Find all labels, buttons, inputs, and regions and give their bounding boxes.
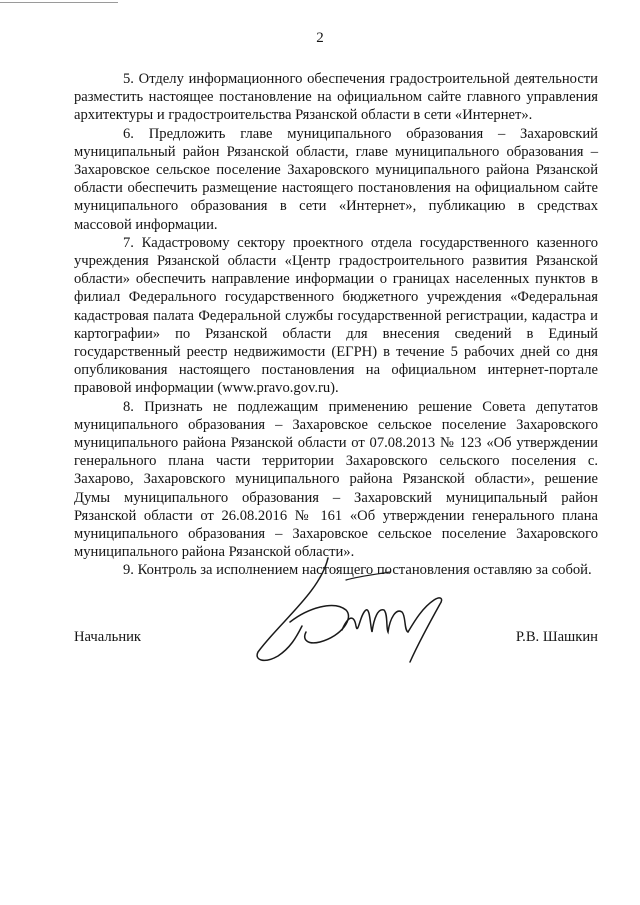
page-number: 2 xyxy=(316,30,324,46)
paragraph-5: 5. Отделу информационного обеспечения градостроительной деятельности разместить настоящее постановление на официальном сайте главного управления архитектуры и градостроительства Рязанской области в сети «Интернет». xyxy=(74,71,598,124)
paragraph-6: 6. Предложить главе муниципального образования – Захаровский муниципальный район Рязанской области, главе муниципального образования – Захаровское сельское поселение Захаровского муниципального района Рязанской области обеспечить размещение настоящего постановления на официальном сайте муниципального образования в сети «Интернет», публикацию в средствах массовой информации. xyxy=(74,125,598,233)
document-body xyxy=(74,70,598,580)
top-rule xyxy=(0,2,118,3)
paragraph-8: 8. Признать не подлежащим применению решение Совета депутатов муниципального образования – Захаровское сельское поселение Захаровского муниципального района Рязанской области от 07.08.2013 № 123 «Об утверждении генерального плана части территории Захаровского сельского поселения с. Захарово, Захаровского муниципального района Рязанской области», решение Думы муниципального образования – Захаровский муниципальный район Рязанской области от 26.08.2016 № 161 «Об утверждении генерального плана муниципального образования – Захаровское сельское поселение Захаровского муниципального района Рязанской области». xyxy=(74,398,598,561)
paragraph-9: 9. Контроль за исполнением настоящего постановления оставляю за собой. xyxy=(123,562,592,579)
handwritten-signature xyxy=(250,552,450,672)
paragraph-7: 7. Кадастровому сектору проектного отдела государственного казенного учреждения Рязанской области «Центр градостроительного развития Рязанской области» обеспечить направление информации о границах населенных пунктов в филиал Федерального государственного бюджетного учреждения «Федеральная кадастровая палата Федеральной службы государственной регистрации, кадастра и картографии» по Рязанской области для внесения сведений в Единый государственный реестр недвижимости (ЕГРН) в течение 5 рабочих дней со дня опубликования настоящего постановления на официальном интернет-портале правовой информации (www.pravo.gov.ru). xyxy=(74,234,598,397)
signatory-position: Начальник xyxy=(74,629,142,645)
signatory-name: Р.В. Шашкин xyxy=(515,629,598,645)
